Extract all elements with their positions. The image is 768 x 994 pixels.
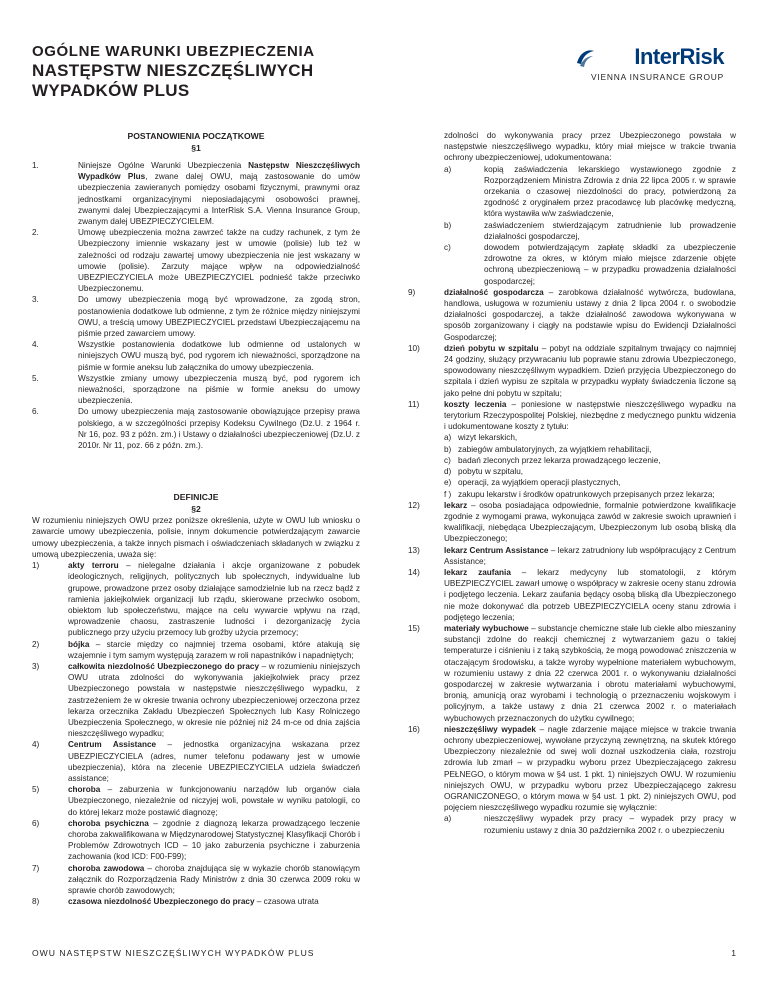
definition-8-subitems	[408, 164, 736, 287]
definition-text: – lekarz zatrudniony lub współpracujący z Centrum Assistance;	[444, 545, 736, 566]
definition-item	[408, 287, 736, 343]
sub-item	[444, 813, 736, 835]
sub-item	[444, 466, 736, 477]
title-line-1: OGÓLNE WARUNKI UBEZPIECZENIA	[32, 43, 315, 60]
provision-number: 4.	[32, 340, 39, 350]
definition-term: nieszczęśliwy wypadek	[444, 724, 536, 734]
provision-item	[32, 373, 360, 407]
definition-text: – w rozumieniu niniejszych OWU utrata zdolności do wykonywania jakiejkolwiek pracy przez Ubezpieczonego powstała w następstwie nieszczęśliwego wypadku, z zastrzeżeniem że w okresie trwania ochrony ubezpieczeniowej orzeczona przez lekarza orzecznika Zakładu Ubezpieczeń Społecznych lub Kasy Rolniczego Ubezpieczenia Społecznego, w okresie nie później niż 24 m-ce od dnia zajścia nieszczęśliwego wypadku;	[68, 661, 360, 739]
sub-item-text: pobytu w szpitalu,	[458, 467, 524, 477]
section-2-paragraph-sign: §2	[191, 504, 201, 515]
definition-term: koszty leczenia	[444, 399, 507, 409]
definition-term: lekarz zaufania	[444, 567, 511, 577]
definition-item	[32, 560, 360, 638]
definition-number: 12)	[408, 500, 420, 510]
sub-item-letter: c)	[444, 243, 451, 253]
definition-item	[32, 896, 360, 907]
provision-number: 1.	[32, 161, 39, 170]
sub-item	[444, 242, 736, 287]
definition-item	[32, 784, 360, 818]
provision-number: 6.	[32, 407, 39, 417]
definition-item	[32, 818, 360, 863]
provision-item	[32, 406, 360, 451]
definition-term: lekarz Centrum Assistance	[444, 545, 549, 555]
section-1-list	[32, 160, 360, 451]
logo-wordmark: InterRisk	[634, 44, 724, 69]
provision-number: 2.	[32, 228, 39, 238]
definition-item	[32, 639, 360, 661]
provision-text: Do umowy ubezpieczenia mogą być wprowadzone, za zgodą stron, postanowienia dodatkowe lub odmienne, z tym że różnice między niniejszymi OWU, a treścią umowy UBEZPIECZYCIEL przedstawi Ubezpieczającemu na piśmie przed zawarciem umowy.	[78, 295, 360, 339]
definition-term: choroba psychiczna	[68, 818, 149, 828]
definition-text: – jednostka organizacyjna wskazana przez UBEZPIECZYCIELA (adres, numer telefonu podawany jest w umowie ubezpieczenia), która na zlecenie UBEZPIECZYCIELA udziela świadczeń assistance;	[68, 740, 360, 783]
sub-item	[444, 444, 736, 455]
provision-text-tail: , zwane dalej OWU, mają zastosowanie do umów ubezpieczenia zawieranych pomiędzy osobami fizycznymi, prawnymi oraz jednostkami organizacyjnymi nieposiadającymi osobowości prawnej, zwanymi dalej Ubezpieczającymi a InterRisk S.A. Vienna Insurance Group, zwanym dalej UBEZPIECZYCIELEM.	[78, 172, 360, 227]
definition-text: – lekarz medycyny lub stomatologii, z którym UBEZPIECZYCIEL zawarł umowę o współpracy w zakresie oceny stanu zdrowia i podjętego leczenia. Lekarz zaufania będący osobą bliską dla Ubezpieczonego nie może dokonywać dla potrzeb UBEZPIECZYCIELA oceny stanu zdrowia i podjętego leczenia;	[444, 567, 737, 622]
definition-number: 6)	[32, 818, 40, 828]
definition-text: – substancje chemiczne stałe lub ciekłe albo mieszaniny substancji zdolne do reakcji chemicznej z wytwarzaniem gazu o takiej temperaturze i ciśnieniu i z taką szybkością, że mogą powodować zniszczenia w otaczającym środowisku, a także wyroby wypełnione materiałem wybuchowym, w rozumieniu ustawy z dnia 22 czerwca 2001 r. o wykonywaniu działalności gospodarczej w zakresie wytwarzania i obrotu materiałami wybuchowymi, bronią, amunicją oraz wyrobami i technologią o przeznaczeniu wojskowym i policyjnym, a także ustawy z dnia 21 czerwca 2002 r. o materiałach wybuchowych przeznaczonych do użytku cywilnego;	[444, 623, 736, 723]
sub-item-letter: f )	[444, 489, 452, 499]
definition-text: – choroba znajdująca się w wykazie chorób stanowiącym załącznik do Rozporządzenia Rady Ministrów z dnia 30 czerwca 2009 roku w sprawie chorób zawodowych;	[68, 863, 361, 895]
definition-number: 13)	[408, 545, 420, 555]
page-number: 1	[731, 948, 736, 958]
provision-item	[32, 227, 360, 294]
page-footer	[32, 948, 736, 958]
definition-term: bójka	[68, 639, 90, 649]
section-1-paragraph-sign: §1	[191, 143, 201, 153]
logo-swirl-icon	[574, 46, 596, 68]
definition-text: – starcie między co najmniej trzema osobami, które atakują się wzajemnie i tym samym występują zarazem w roli napastników i napadniętych;	[68, 639, 360, 660]
definition-item	[408, 399, 736, 433]
definition-text: – nagłe zdarzenie mające miejsce w trakcie trwania ochrony ubezpieczeniowej, wywołane przyczyną zewnętrzną, na skutek którego Ubezpieczony niezależnie od swej woli doznał uszkodzenia ciała, rozstroju zdrowia lub zmarł – w przypadku wyboru przez Ubezpieczającego zakresu PEŁNEGO, o którym mowa w §4 ust. 1 pkt. 1) niniejszych OWU. W rozumieniu niniejszych OWU, w przypadku wyboru przez Ubezpieczającego zakresu OGRANICZONEGO, o którym mowa w §4 ust. 1 pkt. 2) niniejszych OWU, pod pojęciem nieszczęśliwego wypadku rozumie się wyłącznie:	[444, 724, 737, 813]
definition-number: 10)	[408, 343, 420, 353]
sub-item	[444, 432, 736, 443]
sub-item-text: nieszczęśliwy wypadek przy pracy – wypadek przy pracy w rozumieniu ustawy z dnia 30 października 2002 r. o ubezpieczeniu	[484, 814, 736, 835]
definition-term: lekarz	[444, 500, 468, 510]
definition-number: 11)	[408, 399, 420, 409]
definition-number: 7)	[32, 863, 40, 873]
section-1-title: POSTANOWIENIA POCZĄTKOWE	[127, 131, 265, 141]
sub-item	[444, 489, 736, 500]
title-line-2: NASTĘPSTW NIESZCZĘŚLIWYCH	[32, 61, 314, 80]
provision-text: Wszystkie zmiany umowy ubezpieczenia muszą być, pod rygorem ich nieważności, sporządzone na piśmie w formie aneksu do umowy ubezpieczenia.	[78, 373, 360, 406]
definition-term: materiały wybuchowe	[444, 623, 529, 633]
definition-number: 2)	[32, 639, 40, 649]
definition-term: akty terroru	[68, 561, 119, 571]
definition-number: 9)	[408, 287, 416, 297]
sub-item	[444, 455, 736, 466]
definition-text: – zaburzenia w funkcjonowaniu narządów lub organów ciała Ubezpieczonego, niezależnie od niczyjej woli, powstałe w wyniku patologii, co do której lekarz może postawić diagnozę;	[68, 785, 360, 817]
sub-item-text: zabiegów ambulatoryjnych, za wyjątkiem rehabilitacji,	[458, 444, 652, 454]
definition-number: 8)	[32, 897, 40, 907]
definition-number: 16)	[408, 724, 420, 734]
definition-item	[32, 661, 360, 739]
right-column	[408, 130, 736, 836]
definition-term: całkowita niezdolność Ubezpieczonego do pracy	[68, 661, 260, 671]
definition-number: 3)	[32, 661, 40, 671]
definition-number: 5)	[32, 785, 40, 795]
left-column	[32, 130, 360, 907]
definitions-list-right-2	[408, 500, 736, 814]
sub-item-letter: b)	[444, 444, 452, 454]
provision-text: Wszystkie postanowienia dodatkowe lub odmienne od ustalonych w niniejszych OWU muszą być, pod rygorem ich nieważności, sporządzone na piśmie w formie aneksu lub załącznika do umowy ubezpieczenia.	[78, 340, 360, 372]
sub-item	[444, 477, 736, 488]
definition-item	[408, 500, 736, 545]
provision-bold-text: Następstw Nieszczęśliwych Wypadków Plus	[78, 161, 360, 182]
provision-text: Umowę ubezpieczenia można zawrzeć także na cudzy rachunek, z tym że Ubezpieczony imiennie wskazany jest w umowie (polisie) lub też w zależności od rodzaju zawartej umowy ubezpieczenia nie jest wskazany w umowie (polisie). Zarzuty mające wpływ na odpowiedzialność UBEZPIECZYCIELA może UBEZPIECZYCIEL podnieść także przeciwko Ubezpieczonemu.	[78, 228, 360, 294]
company-logo	[574, 44, 724, 90]
sub-item-letter: e)	[444, 478, 452, 488]
definition-term: choroba	[68, 785, 101, 795]
provision-item	[32, 294, 360, 339]
content-columns	[32, 130, 736, 920]
definition-item	[408, 343, 736, 399]
definition-number: 1)	[32, 561, 40, 571]
definition-number: 14)	[408, 567, 420, 577]
definition-text: – osoba posiadająca odpowiednie, formalnie potwierdzone kwalifikacje zgodnie z wymogami prawa, wykonująca zawód w zakresie swoich uprawnień i kwalifikacji, niebędąca Ubezpieczającym, Ubezpieczonym lub osobą bliską dla Ubezpieczonego;	[444, 500, 736, 544]
definition-text: – poniesione w następstwie nieszczęśliwego wypadku na terytorium Rzeczypospolitej Polskiej, niezbędne z medycznego punktu widzenia i udokumentowane koszty z tytułu:	[444, 399, 736, 432]
sub-item-letter: b)	[444, 220, 452, 230]
definition-number: 4)	[32, 740, 40, 750]
definition-term: dzień pobytu w szpitalu	[444, 343, 539, 353]
definition-text: – czasowa utrata	[254, 897, 319, 907]
sub-item-letter: d)	[444, 467, 452, 477]
definition-8-continuation: zdolności do wykonywania pracy przez Ubezpieczonego powstała w następstwie nieszczęśliwego wypadku, który miał miejsce w trakcie trwania ochrony ubezpieczeniowej, udokumentowana:	[444, 131, 736, 163]
sub-item-text: dowodem potwierdzającym zapłatę składki za ubezpieczenie zdrowotne za okres, w którym miało miejsce zdarzenie objęte ochroną ubezpieczeniową – w przypadku prowadzenia działalności gospodarczej;	[484, 243, 736, 286]
accident-subitems	[408, 813, 736, 835]
provision-text: Niniejsze Ogólne Warunki Ubezpieczenia	[78, 161, 249, 170]
definitions-list-right	[408, 287, 736, 433]
definition-item	[408, 545, 736, 567]
sub-item-text: kopią zaświadczenia lekarskiego wystawionego zgodnie z Rozporządzeniem Ministra Zdrowia z dnia 22 lipca 2005 r. w sprawie orzekania o czasowej niezdolności do pracy, potwierdzoną za zgodność z oryginałem przez pracodawcę lub placówkę medyczną, która wystawiła w/w zaświadczenie,	[484, 164, 736, 219]
definitions-intro: W rozumieniu niniejszych OWU przez poniższe określenia, użyte w OWU lub wniosku o zawarcie umowy ubezpieczenia, polisie, innym dokumencie potwierdzającym zawarcie umowy ubezpieczenia, a także innych pismach i oświadczeniach składanych w związku z umową ubezpieczenia, uważa się:	[32, 516, 360, 559]
sub-item-letter: a)	[444, 164, 452, 174]
provision-item	[32, 160, 360, 227]
sub-item-text: badań zleconych przez lekarza prowadzącego leczenie,	[458, 455, 661, 465]
sub-item-text: wizyt lekarskich,	[458, 433, 518, 443]
sub-item-text: zaświadczeniem stwierdzającym zatrudnienie lub prowadzenie działalności gospodarczej,	[484, 220, 736, 241]
treatment-cost-subitems	[408, 432, 736, 499]
definition-term: działalność gospodarcza	[444, 287, 544, 297]
definition-text: – zgodnie z diagnozą lekarza prowadzącego leczenie choroba zakwalifikowana w Międzynarodowej Statystycznej Klasyfikacji Chorób i Problemów Zdrowotnych ICD – 10 jako zaburzenia psychiczne i zaburzenia zachowania (kod ICD: F00-F99);	[68, 818, 360, 862]
definition-number: 15)	[408, 623, 420, 633]
sub-item-letter: a)	[444, 814, 452, 824]
definition-item	[32, 863, 360, 897]
definition-item	[32, 739, 360, 784]
provision-text: Do umowy ubezpieczenia mają zastosowanie obowiązujące przepisy prawa polskiego, a w szczególności przepisy Kodeksu Cywilnego (Dz.U. z 1964 r. Nr 16, poz. 93 z późn. zm.) i Ustawy o działalności ubezpieczeniowej (Dz.U. z 2010r. Nr 11, poz. 66 z późn. zm.).	[78, 407, 360, 451]
definition-term: Centrum Assistance	[68, 740, 157, 750]
definition-text: – zarobkowa działalność wytwórcza, budowlana, handlowa, usługowa w rozumieniu ustawy z dnia 2 lipca 2004 r. o swobodzie działalności gospodarczej, a także działalność zawodowa wykonywana w sposób zorganizowany i ciągły na podstawie wpisu do Ewidencji Działalności Gospodarczej;	[444, 287, 736, 342]
section-2-title: DEFINICJE	[173, 492, 219, 503]
definition-item	[408, 567, 736, 623]
definition-text: – pobyt na oddziale szpitalnym trwający co najmniej 24 godziny, służący przywracaniu lub poprawie stanu zdrowia Ubezpieczonego, spowodowany nieszczęśliwym wypadkiem. Dzień przyjęcia Ubezpieczonego do szpitala i dzień wypisu ze szpitala w przypadku wypłaty świadczenia liczone są jako pełne dni pobytu w szpitalu;	[444, 343, 736, 398]
definition-item	[408, 724, 736, 814]
definition-term: czasowa niezdolność Ubezpieczonego do pracy	[68, 897, 255, 907]
logo-subtitle: VIENNA INSURANCE GROUP	[590, 72, 724, 82]
sub-item-text: operacji, za wyjątkiem operacji plastycznych,	[458, 478, 621, 488]
footer-title: OWU NASTĘPSTW NIESZCZĘŚLIWYCH WYPADKÓW PLUS	[32, 948, 315, 958]
document-title	[32, 42, 472, 101]
sub-item	[444, 164, 736, 220]
sub-item	[444, 220, 736, 242]
definition-term: choroba zawodowa	[68, 863, 145, 873]
title-line-3: WYPADKÓW PLUS	[32, 81, 190, 100]
definition-text: – nielegalne działania i akcje organizowane z pobudek ideologicznych, religijnych, politycznych lub społecznych, indywidualne lub grupowe, prowadzone przez osoby działające samodzielnie lub na rzecz bądź z ramienia jakiejkolwiek organizacji lub rządu, skierowane przeciwko osobom, obiektom lub społeczeństwu, mające na celu wywarcie wpływu na rząd, wprowadzenie chaosu, zastraszenie ludności i dezorganizację życia publicznego przy użyciu przemocy lub groźby użycia przemocy;	[68, 561, 360, 638]
definitions-list-left	[32, 560, 360, 907]
sub-item-text: zakupu lekarstw i środków opatrunkowych przepisanych przez lekarza;	[458, 489, 715, 499]
provision-number: 5.	[32, 373, 39, 383]
sub-item-letter: c)	[444, 455, 451, 465]
provision-number: 3.	[32, 295, 39, 305]
sub-item-letter: a)	[444, 433, 452, 443]
definition-item	[408, 623, 736, 724]
provision-item	[32, 339, 360, 373]
